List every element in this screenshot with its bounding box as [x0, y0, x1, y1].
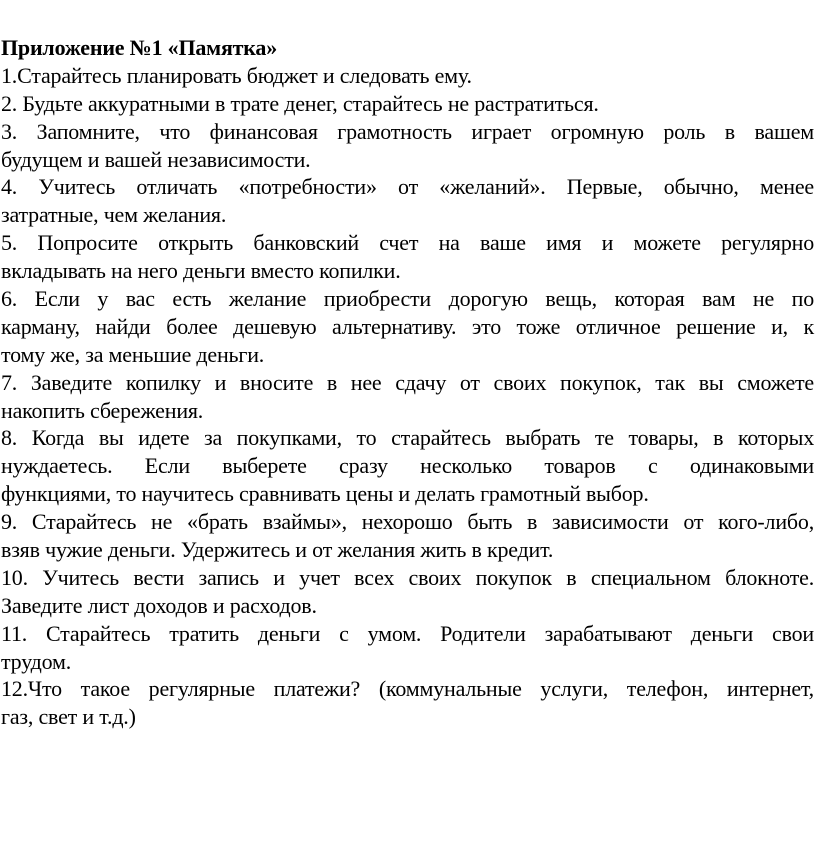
- memo-item: [1, 118, 814, 174]
- memo-item: [1, 62, 814, 90]
- memo-item: [1, 424, 814, 508]
- memo-item: [1, 675, 814, 731]
- memo-item: [1, 564, 814, 620]
- document-page: [1, 34, 814, 731]
- memo-item-line: газ, свет и т.д.): [1, 704, 136, 730]
- memo-item-line: 5. Попросите открыть банковский счет на ваше имя и можете регулярно: [1, 230, 814, 256]
- memo-item-line: накопить сбережения.: [1, 397, 204, 423]
- memo-item: [1, 90, 814, 118]
- memo-item: [1, 369, 814, 425]
- memo-item-line: затратные, чем желания.: [1, 202, 227, 228]
- memo-item-line: 9. Старайтесь не «брать взаймы», нехорошо быть в зависимости от кого-либо,: [1, 509, 814, 535]
- memo-item-line: 1.Старайтесь планировать бюджет и следовать ему.: [1, 62, 472, 88]
- memo-item-line: тому же, за меньшие деньги.: [1, 341, 265, 367]
- memo-item: [1, 620, 814, 676]
- memo-item: [1, 285, 814, 369]
- memo-item-line: функциями, то научитесь сравнивать цены и делать грамотный выбор.: [1, 481, 649, 507]
- memo-item: [1, 508, 814, 564]
- memo-item: [1, 229, 814, 285]
- memo-item-line: 4. Учитесь отличать «потребности» от «желаний». Первые, обычно, менее: [1, 174, 814, 200]
- memo-item-line: карману, найди более дешевую альтернативу. это тоже отличное решение и, к: [1, 313, 814, 339]
- memo-item-line: Заведите лист доходов и расходов.: [1, 592, 317, 618]
- memo-item: [1, 173, 814, 229]
- memo-item-line: 11. Старайтесь тратить деньги с умом. Родители зарабатывают деньги свои: [1, 620, 814, 646]
- memo-item-line: 2. Будьте аккуратными в трате денег, старайтесь не растратиться.: [1, 90, 599, 116]
- memo-list: [1, 62, 814, 731]
- memo-item-line: 7. Заведите копилку и вносите в нее сдачу от своих покупок, так вы сможете: [1, 369, 814, 395]
- memo-item-line: нуждаетесь. Если выберете сразу несколько товаров с одинаковыми: [1, 453, 814, 479]
- memo-item-line: 8. Когда вы идете за покупками, то старайтесь выбрать те товары, в которых: [1, 425, 814, 451]
- document-title: Приложение №1 «Памятка»: [1, 35, 278, 60]
- memo-item-line: будущем и вашей независимости.: [1, 146, 311, 172]
- memo-item-line: взяв чужие деньги. Удержитесь и от желания жить в кредит.: [1, 537, 554, 563]
- memo-item-line: 10. Учитесь вести запись и учет всех своих покупок в специальном блокноте.: [1, 564, 814, 590]
- memo-item-line: 6. Если у вас есть желание приобрести дорогую вещь, которая вам не по: [1, 286, 814, 312]
- memo-item-line: трудом.: [1, 648, 72, 674]
- memo-item-line: вкладывать на него деньги вместо копилки.: [1, 258, 401, 284]
- memo-item-line: 12.Что такое регулярные платежи? (коммунальные услуги, телефон, интернет,: [1, 676, 814, 702]
- memo-item-line: 3. Запомните, что финансовая грамотность играет огромную роль в вашем: [1, 118, 814, 144]
